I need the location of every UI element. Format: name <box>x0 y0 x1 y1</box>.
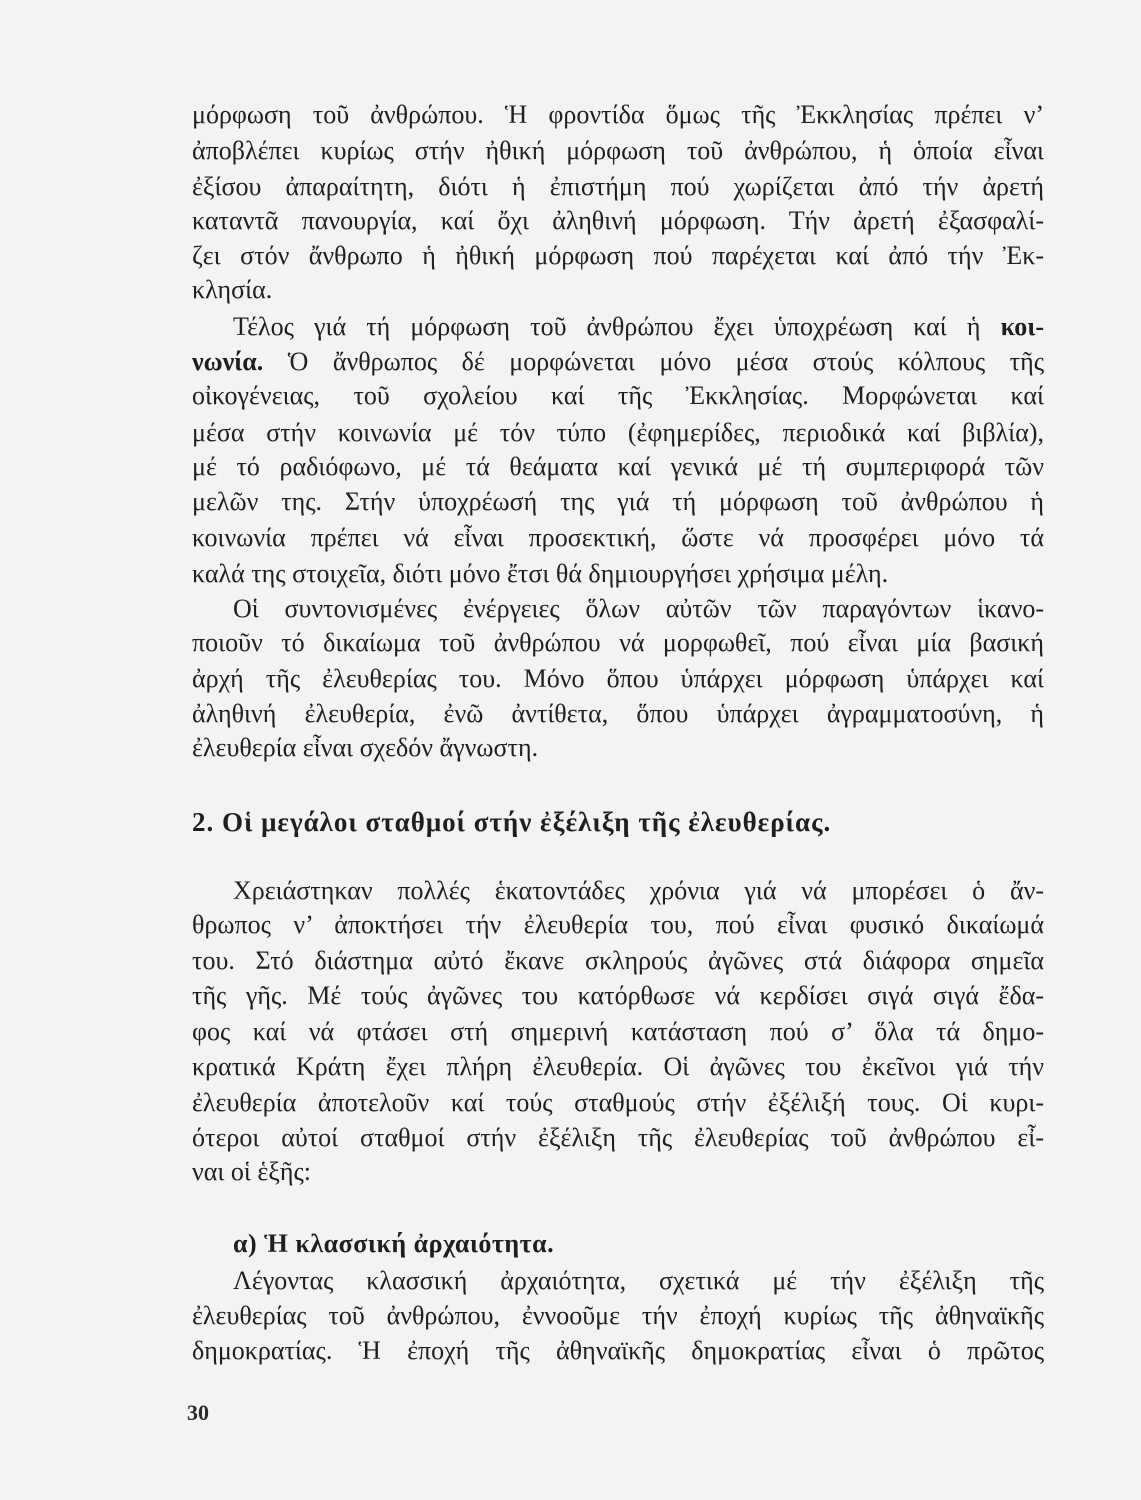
text-line: μέ τό ραδιόφωνο, μέ τά θεάματα καί γενικά μέ τή συμπεριφορά τῶν <box>192 452 1044 481</box>
text-line <box>192 344 1044 380</box>
text-line: Οἱ συντονισμένες ἐνέργειες ὅλων αὐτῶν τῶν παραγόντων ἱκανο- <box>233 594 1044 623</box>
text-line: Λέγοντας κλασσική ἀρχαιότητα, σχετικά μέ τήν ἐξέλιξη τῆς <box>233 1266 1044 1295</box>
text-line: μέσα στήν κοινωνία μέ τόν τύπο (ἐφημερίδες, περιοδικά καί βιβλία), <box>192 418 1044 447</box>
subsection-heading: α) Ἡ κλασσική ἀρχαιότητα. <box>233 1229 555 1258</box>
text-line: Χρειάστηκαν πολλές ἑκατοντάδες χρόνια γιά νά μπορέσει ὁ ἄν- <box>233 876 1044 905</box>
bold-term: κοι- <box>1000 312 1044 341</box>
text-line: ἐλευθερία εἶναι σχεδόν ἄγνωστη. <box>192 733 539 762</box>
text-line: φος καί νά φτάσει στή σημερινή κατάσταση πού σ’ ὅλα τά δημο- <box>192 1017 1044 1046</box>
text-line: κρατικά Κράτη ἔχει πλήρη ἐλευθερία. Οἱ ἀγῶνες του ἐκεῖνοι γιά τήν <box>192 1052 1044 1081</box>
text-line: τῆς γῆς. Μέ τούς ἀγῶνες του κατόρθωσε νά κερδίσει σιγά σιγά ἔδα- <box>192 981 1044 1010</box>
text-line: ποιοῦν τό δικαίωμα τοῦ ἀνθρώπου νά μορφωθεῖ, πού εἶναι μία βασική <box>192 628 1044 657</box>
section-heading: 2. Οἱ μεγάλοι σταθμοί στήν ἐξέλιξη τῆς ἐλευθερίας. <box>192 807 832 837</box>
text-line <box>233 309 1044 345</box>
text-line: ἐλευθερία ἀποτελοῦν καί τούς σταθμούς στήν ἐξέλιξή τους. Οἱ κυρι- <box>192 1088 1044 1117</box>
text-line: κλησία. <box>192 275 273 304</box>
line-text: Ὁ ἄνθρωπος δέ μορφώνεται μόνο μέσα στούς κόλπους τῆς <box>263 347 1044 376</box>
text-line: καλά της στοιχεῖα, διότι μόνο ἔτσι θά δημιουργήσει χρήσιμα μέλη. <box>192 559 889 588</box>
text-line: ναι οἱ ἑξῆς: <box>192 1157 311 1186</box>
text-line: κοινωνία πρέπει νά εἶναι προσεκτική, ὥστε νά προσφέρει μόνο τά <box>192 523 1044 552</box>
text-line: ἀληθινή ἐλευθερία, ἐνῶ ἀντίθετα, ὅπου ὑπάρχει ἀγραμματοσύνη, ἡ <box>192 699 1044 728</box>
text-line: του. Στό διάστημα αὐτό ἔκανε σκληρούς ἀγῶνες στά διάφορα σημεῖα <box>192 946 1044 975</box>
text-line: ότεροι αὐτοί σταθμοί στήν ἐξέλιξη τῆς ἐλευθερίας τοῦ ἀνθρώπου εἶ- <box>192 1123 1044 1152</box>
text-line: δημοκρατίας. Ἡ ἐποχή τῆς ἀθηναϊκῆς δημοκρατίας εἶναι ὁ πρῶτος <box>192 1336 1044 1365</box>
text-line: ἀποβλέπει κυρίως στήν ἠθική μόρφωση τοῦ ἀνθρώπου, ἡ ὁποία εἶναι <box>192 136 1044 165</box>
page-number: 30 <box>187 1400 209 1425</box>
text-line: καταντᾶ πανουργία, καί ὄχι ἀληθινή μόρφωση. Τήν ἀρετή ἐξασφαλί- <box>192 206 1044 235</box>
text-line: μελῶν της. Στήν ὑποχρέωσή της γιά τή μόρφωση τοῦ ἀνθρώπου ἡ <box>192 487 1044 516</box>
text-line: θρωπος ν’ ἀποκτήσει τήν ἐλευθερία του, πού εἶναι φυσικό δικαίωμά <box>192 910 1044 939</box>
text-line: ζει στόν ἄνθρωπο ἡ ἠθική μόρφωση πού παρέχεται καί ἀπό τήν Ἐκ- <box>192 241 1044 270</box>
line-text: Τέλος γιά τή μόρφωση τοῦ ἀνθρώπου ἔχει ὑποχρέωση καί ἡ <box>233 312 1001 341</box>
text-line: ἀρχή τῆς ἐλευθερίας του. Μόνο ὅπου ὑπάρχει μόρφωση ὑπάρχει καί <box>192 664 1044 693</box>
text-line: ἐλευθερίας τοῦ ἀνθρώπου, ἐννοοῦμε τήν ἐποχή κυρίως τῆς ἀθηναϊκῆς <box>192 1301 1044 1330</box>
text-line: μόρφωση τοῦ ἀνθρώπου. Ἡ φροντίδα ὅμως τῆς Ἐκκλησίας πρέπει ν’ <box>192 100 1044 129</box>
bold-term: νωνία. <box>192 347 264 376</box>
text-line: ἐξίσου ἀπαραίτητη, διότι ἡ ἐπιστήμη πού χωρίζεται ἀπό τήν ἀρετή <box>192 172 1044 201</box>
text-line: οἰκογένειας, τοῦ σχολείου καί τῆς Ἐκκλησίας. Μορφώνεται καί <box>192 381 1044 410</box>
